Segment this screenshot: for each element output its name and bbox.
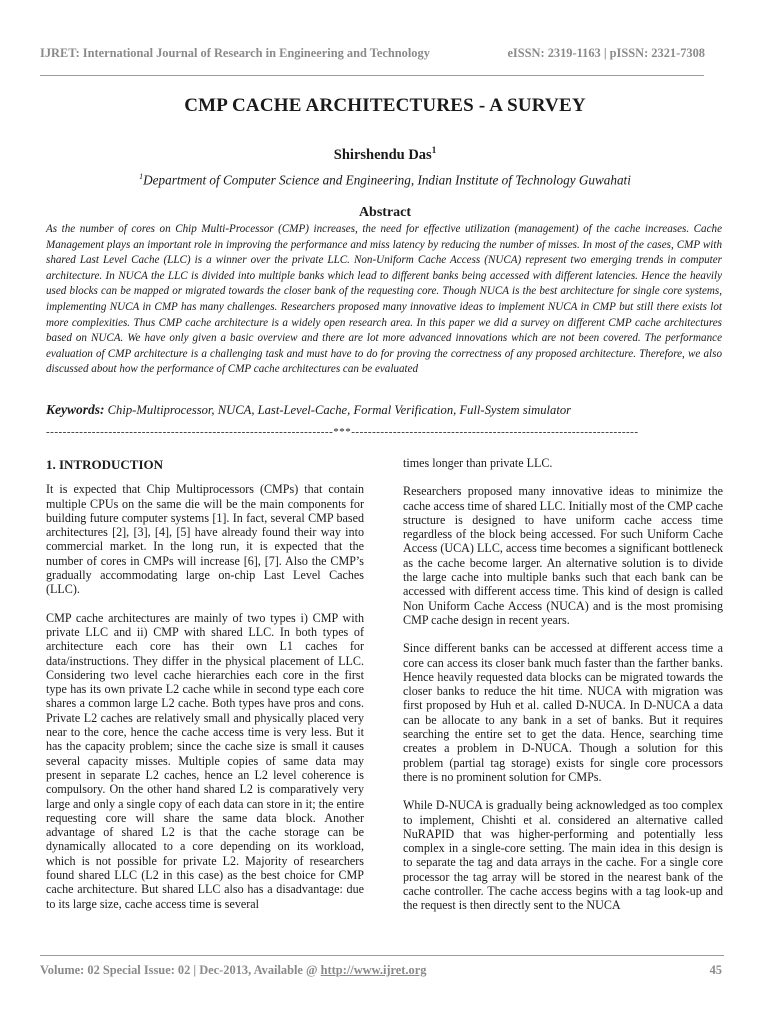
right-column: [403, 456, 723, 927]
paper-title: CMP CACHE ARCHITECTURES - A SURVEY: [184, 95, 586, 116]
paragraph: CMP cache architectures are mainly of two types i) CMP with private LLC and ii) CMP with shared LLC. In both types of architecture each core has their own L1 caches for data/instructions. They differ in the physical placement of LLC. Considering two level cache hierarchies each core in the first type has its own private L2 cache while in second type each core shares a common large L2 cache. Both types have pros and cons. Private L2 caches are relatively small and physically placed very near to the core, hence the cache access time is very less. But it has the capacity problem; since the cache size is small it causes several capacity misses. Multiple copies of same data may present in separate L2 caches, hence an L2 level coherence is compulsory. On the other hand shared L2 is comparatively very large and only a single copy of each data can store in it; the entire requesting core will share the same data block. Another advantage of shared L2 is that the cache storage can be dynamically allocated to a core depending on its workload, which is not possible for private L2. Majority of researchers found shared LLC (L2 in this case) as the best choice for CMP cache architecture. But shared LLC also has a disadvantage: due to its large size, cache access time is several: [46, 610, 364, 911]
left-column: [46, 452, 364, 925]
author: [40, 145, 730, 164]
paragraph: While D-NUCA is gradually being acknowledged as too complex to implement, Chishti et al. considered an alternative called NuRAPID that was higher-performing and potentially less complex in a single-core setting. The main idea in this design is to separate the tag and data arrays in the cache. For a single core processor the tag array will be stored in the nearest bank of the cache controller. The cache access begins with a tag look-up and the request is then directly sent to the NUCA: [403, 798, 723, 913]
affiliation-sup: 1: [139, 172, 144, 181]
abstract-heading: Abstract: [358, 205, 412, 220]
paragraph: Since different banks can be accessed at different access time a core can access its closer bank much faster than the farther banks. Hence heavily requested data blocks can be migrated towards the closer banks to reduce the hit time. NUCA with migration was first proposed by Huh et al. called D-NUCA. In D-NUCA a data can be allocate to any bank in a set of banks. But it requires searching the entire set to get the data. Hence, searching time creates a problem in D-NUCA. Though a solution for this problem (partial tag storage) exists for single core processors there is no prominent solution for CMPs.: [403, 641, 723, 784]
keywords-label: Keywords:: [46, 402, 105, 417]
header-rule: [40, 75, 704, 76]
section-heading-introduction: 1. INTRODUCTION: [46, 457, 164, 472]
paragraph: times longer than private LLC.: [403, 456, 553, 470]
journal-url-link[interactable]: http://www.ijret.org: [320, 963, 427, 977]
volume-info: Volume: 02 Special Issue: 02 | Dec-2013, Available @: [40, 963, 321, 977]
keywords-text: Chip-Multiprocessor, NUCA, Last-Level-Cache, Formal Verification, Full-System simulator: [107, 403, 572, 417]
author-name: Shirshendu Das: [333, 146, 432, 163]
keywords: [46, 402, 736, 418]
running-header: [40, 46, 705, 61]
author-sup: 1: [431, 145, 437, 155]
paragraph: It is expected that Chip Multiprocessors (CMPs) that contain multiple CPUs on the same die will be the main components for building future computer systems [1]. In fact, several CMP based architectures [2], [3], [4], [5] have already found their way into commercial market. In the long run, it is expected that the number of cores in CMPs will increase [6], [7]. Also the CMP’s gradually accommodating large on-chip Last Level Caches (LLC).: [46, 482, 364, 597]
journal-name: IJRET: International Journal of Research in Engineering and Technology: [40, 46, 430, 60]
abstract-text: As the number of cores on Chip Multi-Processor (CMP) increases, the need for effective utilization (management) of the cache increases. Cache Management plays an important role in improving the performance and miss latency by reducing the number of misses. In most of the cases, CMP with shared Last Level Cache (LLC) is a winner over the private LLC. Non-Uniform Cache Access (NUCA) represent two emerging trends in computer architecture. In NUCA the LLC is divided into multiple banks which lead to different banks being accessed with different latencies. Hence the heavily used blocks can be mapped or migrated towards the closer bank of the requesting core. Though NUCA is the best architecture for single core systems, implementing NUCA in CMP has many challenges. Researchers proposed many innovative ideas to implement NUCA in CMP but still there exists lot more complexities. Thus CMP cache architecture is a widely open research area. In this paper we did a survey on different CMP cache architectures based on NUCA. We have only given a basic overview and there are lot more advanced innovations which are not been covered. The performance evaluation of CMP architecture is a challenging task and must have to do for proving the correctness of any proposed architecture. Therefore, we also discussed about how the performance of CMP cache architectures can be evaluated: [46, 223, 722, 376]
paragraph: Researchers proposed many innovative ideas to minimize the cache access time of shared LLC. Initially most of the CMP cache structure is designed to have uniform cache access time regardless of the block being accessed. For such Uniform Cache Access (UCA) LLC, access time becomes a significant bottleneck as the cache become larger. An alternative solution is to divide the large cache into multiple banks such that each bank can be accessed with different access time. This kind of design is called Non Uniform Cache Access (NUCA) and is the most promising CMP cache design in recent years.: [403, 484, 723, 627]
page-number: 45: [709, 963, 722, 977]
affiliation-text: Department of Computer Science and Engineering, Indian Institute of Technology Guwahati: [143, 172, 631, 188]
issn: eISSN: 2319-1163 | pISSN: 2321-7308: [507, 46, 705, 60]
running-footer: [40, 963, 722, 978]
section-separator: ---------------------------------------------------------------------***---------------------------------------------------------------------: [46, 426, 639, 438]
footer-rule: [40, 955, 724, 956]
affiliation: [40, 172, 730, 188]
